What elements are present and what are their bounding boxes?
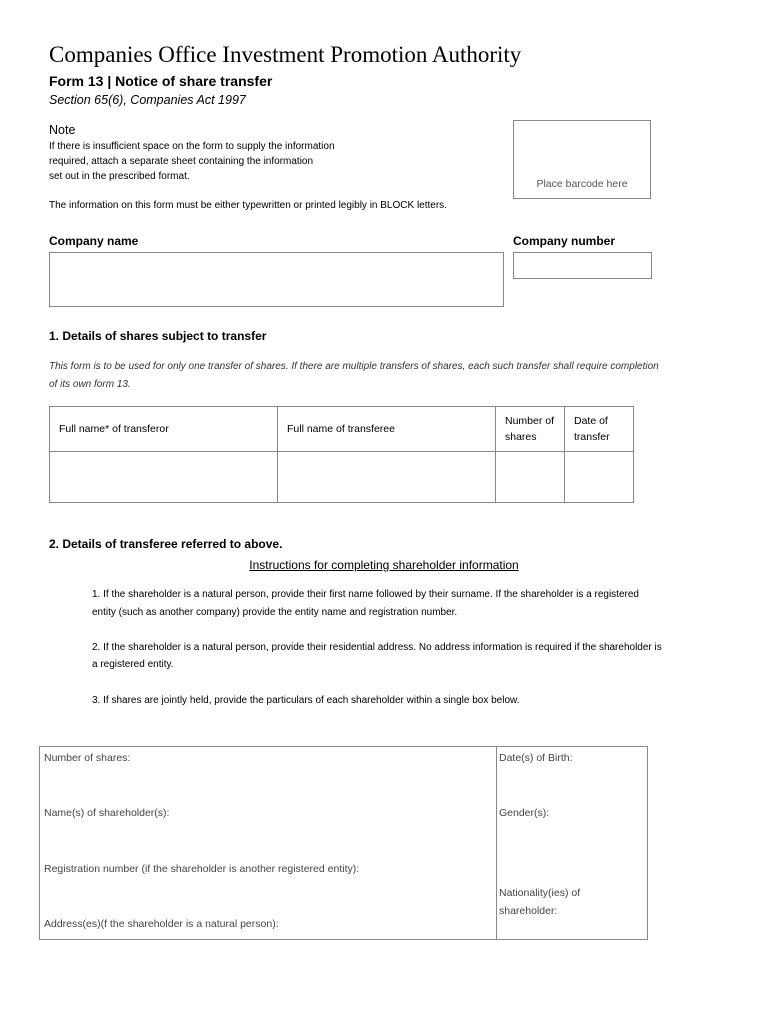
note-line: required, attach a separate sheet containing the information <box>49 156 314 167</box>
table-header-row <box>50 407 634 452</box>
instructions-heading: Instructions for completing shareholder information <box>249 558 519 572</box>
company-name-input[interactable] <box>49 252 504 307</box>
gender-field: Gender(s): <box>499 807 550 819</box>
number-of-shares-input[interactable] <box>496 452 565 503</box>
col-date-of-transfer: Date of transfer <box>565 407 634 452</box>
shareholder-names-field: Name(s) of shareholder(s): <box>44 807 170 819</box>
registration-number-field: Registration number (if the shareholder is another registered entity): <box>44 863 360 875</box>
address-field: Address(es)(f the shareholder is a natural person): <box>44 918 279 930</box>
note-line: set out in the prescribed format. <box>49 171 190 182</box>
section-1-heading: 1. Details of shares subject to transfer <box>49 329 267 343</box>
company-name-label: Company name <box>49 234 139 248</box>
date-of-transfer-input[interactable] <box>565 452 634 503</box>
section-2-heading: 2. Details of transferee referred to above. <box>49 537 283 551</box>
section-1-note: This form is to be used for only one transfer of shares. If there are multiple transfers of shares, each such transfer shall require completion <box>49 361 659 372</box>
note-heading: Note <box>49 123 76 137</box>
col-transferor: Full name* of transferor <box>50 407 278 452</box>
barcode-box <box>513 120 651 199</box>
transferor-input[interactable] <box>50 452 278 503</box>
shareholder-details-box[interactable] <box>39 746 648 940</box>
section-1-note: of its own form 13. <box>49 379 131 390</box>
col-number-of-shares: Number of shares <box>496 407 565 452</box>
organisation-title: Companies Office Investment Promotion Authority <box>49 42 522 67</box>
date-of-birth-field: Date(s) of Birth: <box>499 752 573 764</box>
note-line: If there is insufficient space on the form to supply the information <box>49 141 335 152</box>
column-divider <box>496 747 497 939</box>
instruction-1-cont: entity (such as another company) provide the entity name and registration number. <box>92 607 458 618</box>
form-title: Form 13 | Notice of share transfer <box>49 73 273 89</box>
table-row <box>50 452 634 503</box>
number-of-shares-field: Number of shares: <box>44 752 131 764</box>
transferee-input[interactable] <box>278 452 496 503</box>
instruction-3: 3. If shares are jointly held, provide the particulars of each shareholder within a single box below. <box>92 695 520 706</box>
col-transferee: Full name of transferee <box>278 407 496 452</box>
barcode-placeholder: Place barcode here <box>536 178 628 190</box>
transfer-table <box>49 406 634 503</box>
section-reference: Section 65(6), Companies Act 1997 <box>49 93 246 107</box>
instruction-2-cont: a registered entity. <box>92 659 174 670</box>
company-number-label: Company number <box>513 234 616 248</box>
nationality-field: Nationality(ies) of shareholder: <box>499 887 581 917</box>
company-number-input[interactable] <box>513 252 652 279</box>
instruction-1: 1. If the shareholder is a natural person, provide their first name followed by their surname. If the shareholder is a registered <box>92 589 639 600</box>
instruction-2: 2. If the shareholder is a natural person, provide their residential address. No address information is required if the shareholder is <box>92 642 662 653</box>
info-line: The information on this form must be either typewritten or printed legibly in BLOCK letters. <box>49 200 447 211</box>
